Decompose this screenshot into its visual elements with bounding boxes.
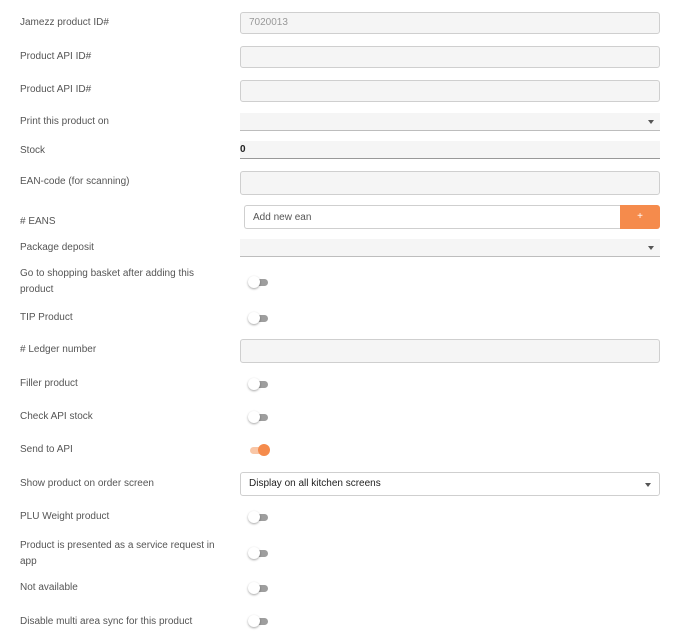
- send-to-api-toggle[interactable]: [248, 444, 268, 456]
- order-screen-label: Show product on order screen: [20, 478, 154, 489]
- check-api-stock-toggle[interactable]: [248, 411, 268, 423]
- print-on-label: Print this product on: [20, 116, 109, 127]
- service-request-label: Product is presented as a service request in app: [20, 540, 215, 567]
- product-api-id-label: Product API ID#: [20, 51, 92, 62]
- jamezz-product-id-label: Jamezz product ID#: [20, 17, 109, 28]
- plu-weight-toggle[interactable]: [248, 511, 268, 523]
- chevron-down-icon: [645, 483, 651, 487]
- stock-field[interactable]: 0: [240, 141, 660, 159]
- not-available-toggle[interactable]: [248, 582, 268, 594]
- stock-label: Stock: [20, 145, 46, 156]
- order-screen-select[interactable]: [240, 472, 660, 496]
- chevron-down-icon: [648, 120, 654, 124]
- chevron-down-icon: [648, 246, 654, 250]
- disable-multi-area-toggle[interactable]: [248, 615, 268, 627]
- filler-product-toggle[interactable]: [248, 378, 268, 390]
- filler-product-label: Filler product: [20, 378, 78, 389]
- not-available-label: Not available: [20, 582, 78, 593]
- send-to-api-label: Send to API: [20, 444, 73, 455]
- ledger-number-label: # Ledger number: [20, 344, 97, 355]
- product-api-id-field[interactable]: [240, 46, 660, 68]
- service-request-toggle[interactable]: [248, 547, 268, 559]
- eans-label: # EANS: [20, 216, 56, 227]
- package-deposit-label: Package deposit: [20, 242, 94, 253]
- goto-basket-label: Go to shopping basket after adding this product: [20, 268, 195, 295]
- print-on-select[interactable]: [240, 113, 660, 131]
- check-api-stock-label: Check API stock: [20, 411, 93, 422]
- order-screen-value: Display on all kitchen screens: [249, 478, 381, 489]
- ean-code-label: EAN-code (for scanning): [20, 176, 130, 187]
- goto-basket-toggle[interactable]: [248, 276, 268, 288]
- tip-product-toggle[interactable]: [248, 312, 268, 324]
- product-api-id-2-label: Product API ID#: [20, 84, 92, 95]
- product-api-id-2-field[interactable]: [240, 80, 660, 102]
- tip-product-label: TIP Product: [20, 312, 73, 323]
- add-ean-button[interactable]: +: [620, 205, 660, 229]
- ean-code-field[interactable]: [240, 171, 660, 195]
- package-deposit-select[interactable]: [240, 239, 660, 257]
- ledger-number-field[interactable]: [240, 339, 660, 363]
- plu-weight-label: PLU Weight product: [20, 511, 110, 522]
- jamezz-product-id-field: 7020013: [240, 12, 660, 34]
- add-new-ean-input[interactable]: Add new ean: [244, 205, 620, 229]
- disable-multi-area-label: Disable multi area sync for this product: [20, 616, 193, 627]
